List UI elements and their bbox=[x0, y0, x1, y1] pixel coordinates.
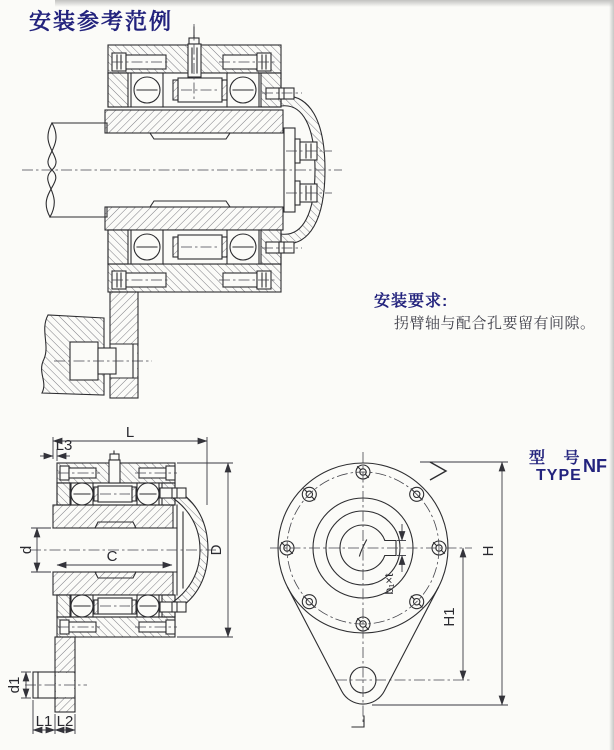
page-title: 安装参考范例 bbox=[29, 9, 174, 34]
bearing-row-bottom bbox=[108, 230, 281, 264]
bearing-row-top bbox=[108, 73, 281, 107]
torque-arm-lug bbox=[33, 637, 75, 712]
dim-label-C: C bbox=[106, 548, 118, 565]
dim-label-L: L bbox=[125, 424, 135, 441]
installation-section-view bbox=[22, 24, 342, 398]
dim-label-keyway: b₁×t bbox=[382, 573, 396, 595]
torque-arm-and-anchor bbox=[42, 292, 138, 398]
installation-note-body: 拐臂轴与配合孔要留有间隙。 bbox=[394, 315, 596, 332]
front-view bbox=[270, 452, 508, 727]
installation-note-heading: 安装要求: bbox=[374, 293, 449, 310]
unit-body bbox=[53, 451, 208, 637]
surface-finish-icon bbox=[430, 462, 446, 480]
dim-label-L2: L2 bbox=[56, 713, 74, 730]
model-label-en: TYPE bbox=[536, 467, 582, 484]
model-value: NF bbox=[583, 456, 607, 476]
dim-label-D: D bbox=[208, 544, 225, 556]
dim-label-H: H bbox=[480, 545, 497, 557]
dim-label-d: d bbox=[18, 545, 35, 555]
dim-label-L3: L3 bbox=[55, 437, 73, 454]
dimensioned-section-view bbox=[6, 424, 233, 734]
dim-label-d1: d1 bbox=[6, 676, 23, 694]
model-label-cn: 型 号 bbox=[529, 450, 587, 467]
dim-label-L1: L1 bbox=[35, 713, 53, 730]
centerlines bbox=[270, 452, 472, 723]
datum-corner-mark bbox=[352, 716, 364, 727]
dim-label-H1: H1 bbox=[441, 607, 458, 627]
grease-screw bbox=[188, 27, 201, 77]
